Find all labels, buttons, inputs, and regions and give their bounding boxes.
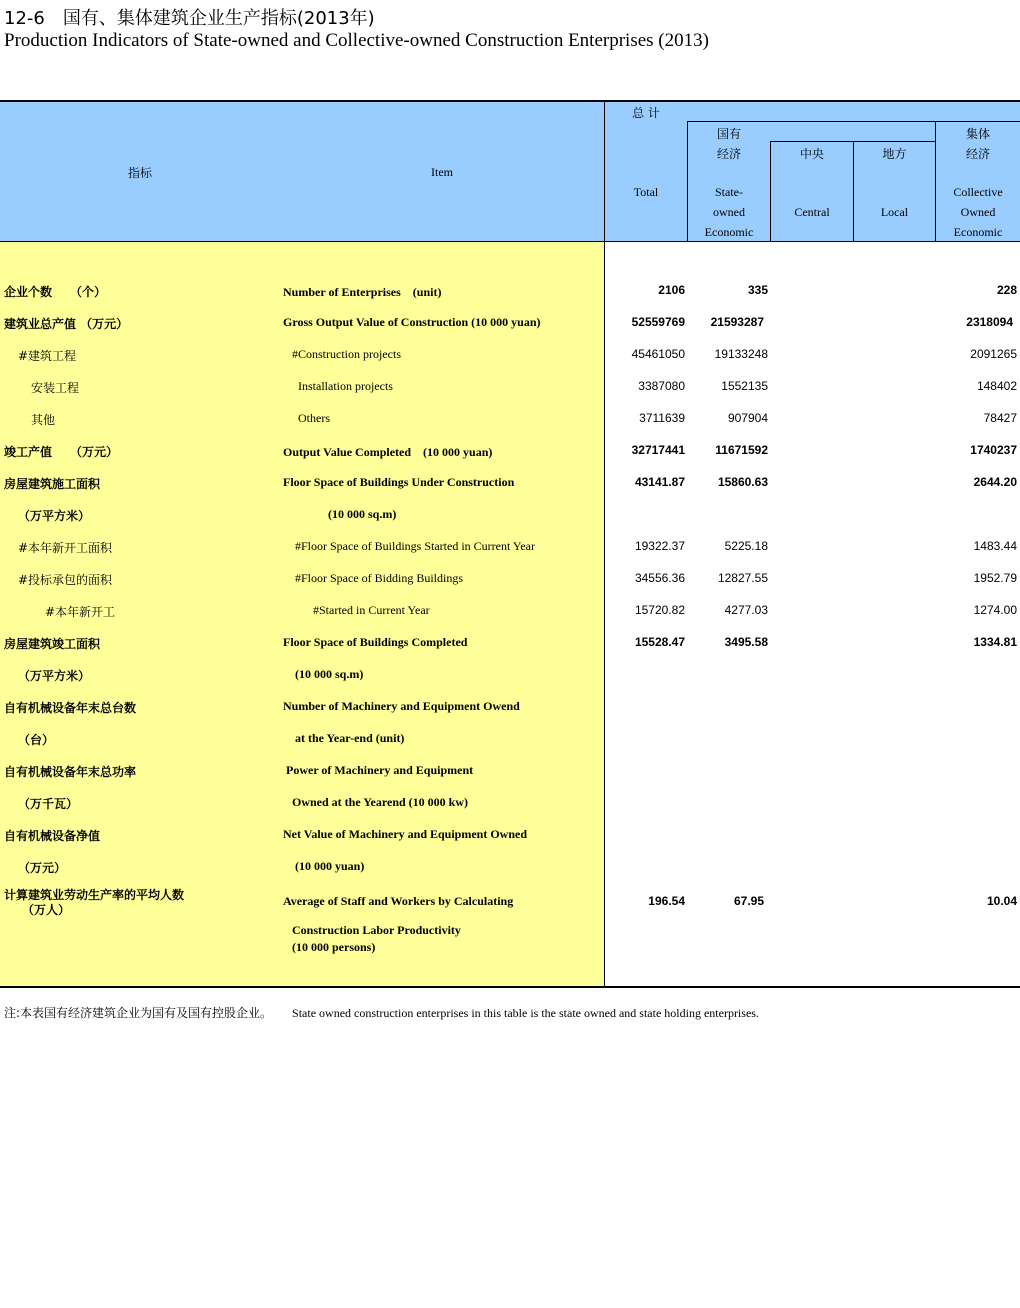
row-label-cn: #本年新开工 — [45, 605, 116, 619]
header-central-cn: 中央 — [799, 147, 824, 161]
row-label-en: Gross Output Value of Construction (10 000 yuan) — [283, 315, 541, 329]
row-label-en: (10 000 sq.m) — [295, 667, 364, 681]
cell-collective: 1740237 — [970, 443, 1017, 457]
row-label-cn: 建筑业总产值 （万元） — [4, 317, 129, 331]
table-row — [0, 315, 1020, 347]
cell-collective: 2318094 — [966, 315, 1013, 329]
row-label-en: #Floor Space of Bidding Buildings — [295, 571, 463, 585]
header-collective-cn-1: 集体 — [965, 127, 990, 141]
cell-collective: 2644.20 — [973, 475, 1017, 489]
cell-state: 15860.63 — [717, 475, 768, 489]
row-label-cn: （万平方米） — [18, 509, 91, 523]
row-label-en: Installation projects — [298, 379, 393, 393]
header-line-total — [687, 121, 1020, 122]
table-row — [0, 827, 1020, 859]
cell-total: 15720.82 — [634, 603, 685, 617]
row-label-en: Owned at the Yearend (10 000 kw) — [292, 795, 468, 809]
table-row — [0, 539, 1020, 571]
cell-total: 19322.37 — [634, 539, 685, 553]
row-label-cn-unit: （万人） — [22, 903, 71, 917]
table-row — [0, 699, 1020, 731]
table-row — [0, 731, 1020, 763]
cell-collective: 10.04 — [986, 894, 1017, 908]
table-row — [0, 795, 1020, 827]
cell-total: 43141.87 — [634, 475, 685, 489]
cell-state: 67.95 — [733, 894, 764, 908]
row-label-en-line2: Construction Labor Productivity — [292, 923, 461, 937]
row-label-cn: 计算建筑业劳动生产率的平均人数 — [4, 888, 185, 902]
header-state-en-3: Economic — [704, 225, 754, 239]
row-label-cn: #本年新开工面积 — [18, 541, 113, 555]
row-label-cn: 房屋建筑施工面积 — [4, 477, 101, 491]
cell-total: 34556.36 — [634, 571, 685, 585]
header-state-cn-1: 国有 — [716, 127, 741, 141]
header-state-cn-2: 经济 — [716, 147, 741, 161]
row-label-en: #Construction projects — [292, 347, 401, 361]
table-row — [0, 886, 1020, 966]
row-label-en-line3: (10 000 persons) — [292, 940, 376, 954]
table-row — [0, 571, 1020, 603]
row-label-cn: 其他 — [31, 413, 56, 427]
cell-state: 11671592 — [715, 443, 768, 457]
row-label-cn: #投标承包的面积 — [18, 573, 113, 587]
row-label-en: Average of Staff and Workers by Calculating — [283, 894, 514, 908]
header-collective-cn-2: 经济 — [965, 147, 990, 161]
cell-total: 32717441 — [631, 443, 685, 457]
table-row — [0, 763, 1020, 795]
cell-total: 3387080 — [638, 379, 685, 393]
cell-collective: 2091265 — [970, 347, 1017, 361]
table-row — [0, 379, 1020, 411]
table-title-en: Production Indicators of State-owned and Collective-owned Construction Enterprises (2013) — [4, 30, 709, 51]
row-label-cn: （台） — [18, 733, 55, 747]
header-central-en: Central — [794, 205, 830, 219]
header-collective-en-1: Collective — [953, 185, 1003, 199]
table-row — [0, 667, 1020, 699]
cell-total: 3711639 — [639, 411, 685, 425]
cell-state: 335 — [747, 283, 768, 297]
row-label-en: Floor Space of Buildings Under Construction — [283, 475, 515, 489]
row-label-en: #Floor Space of Buildings Started in Current Year — [295, 539, 535, 553]
row-label-en: Power of Machinery and Equipment — [286, 763, 474, 777]
header-total-en: Total — [633, 185, 659, 199]
row-label-en: Output Value Completed (10 000 yuan) — [283, 445, 493, 459]
cell-state: 12827.55 — [717, 571, 768, 585]
cell-collective: 148402 — [976, 379, 1017, 393]
header-total-cn: 总 计 — [632, 106, 660, 120]
row-label-cn: 竣工产值 （万元） — [4, 445, 119, 459]
row-label-en: at the Year-end (unit) — [295, 731, 405, 745]
cell-state: 907904 — [727, 411, 768, 425]
cell-total: 196.54 — [648, 894, 685, 908]
row-label-en: Number of Enterprises (unit) — [283, 285, 442, 299]
cell-state: 3495.58 — [724, 635, 768, 649]
row-label-cn: #建筑工程 — [18, 349, 77, 363]
cell-collective: 228 — [996, 283, 1017, 297]
row-label-en: Floor Space of Buildings Completed — [283, 635, 468, 649]
table-row — [0, 635, 1020, 667]
table-row — [0, 507, 1020, 539]
row-label-cn: 安装工程 — [31, 381, 80, 395]
row-label-cn: 自有机械设备年末总功率 — [4, 765, 137, 779]
header-collective-en-2: Owned — [960, 205, 996, 219]
cell-collective: 1952.79 — [973, 571, 1017, 585]
row-label-cn: （万千瓦） — [18, 797, 79, 811]
cell-collective: 78427 — [983, 411, 1017, 425]
cell-collective: 1274.00 — [973, 603, 1017, 617]
row-label-en: Net Value of Machinery and Equipment Owned — [283, 827, 528, 841]
row-label-en: (10 000 sq.m) — [328, 507, 397, 521]
cell-total: 52559769 — [631, 315, 685, 329]
table-row — [0, 347, 1020, 379]
table-row — [0, 475, 1020, 507]
table-row — [0, 443, 1020, 475]
cell-state: 1552135 — [721, 379, 768, 393]
cell-collective: 1334.81 — [973, 635, 1017, 649]
header-state-en-1: State- — [715, 185, 743, 199]
row-label-en: Others — [298, 411, 330, 425]
footnote — [4, 1004, 759, 1021]
cell-state: 5225.18 — [724, 539, 768, 553]
row-label-cn: 企业个数 （个） — [4, 285, 107, 299]
cell-state: 4277.03 — [724, 603, 768, 617]
table-title-cn: 12-6 国有、集体建筑企业生产指标(2013年) — [4, 8, 375, 29]
header-state-en-2: owned — [713, 205, 745, 219]
table-row — [0, 411, 1020, 443]
footnote-cn: 注:本表国有经济建筑企业为国有及国有控股企业。 — [4, 1006, 273, 1020]
cell-total: 45461050 — [631, 347, 685, 361]
row-label-cn: 自有机械设备年末总台数 — [4, 701, 137, 715]
cell-total: 2106 — [658, 283, 685, 297]
table-row — [0, 603, 1020, 635]
header-collective-en-3: Economic — [953, 225, 1003, 239]
table-bottom-border — [0, 986, 1020, 988]
cell-state: 19133248 — [714, 347, 768, 361]
header-item-en: Item — [431, 165, 453, 179]
row-label-en: Number of Machinery and Equipment Owend — [283, 699, 520, 713]
footnote-en: State owned construction enterprises in this table is the state owned and state holding enterprises. — [292, 1006, 759, 1020]
header-indicator-cn: 指标 — [127, 166, 152, 180]
row-label-cn: （万元） — [18, 861, 67, 875]
row-label-en: (10 000 yuan) — [295, 859, 365, 873]
row-label-cn: 自有机械设备净值 — [4, 829, 101, 843]
header-local-en: Local — [880, 205, 909, 219]
cell-collective: 1483.44 — [973, 539, 1017, 553]
row-label-en: #Started in Current Year — [313, 603, 430, 617]
table-row — [0, 283, 1020, 315]
header-local-cn: 地方 — [882, 147, 907, 161]
row-label-cn: 房屋建筑竣工面积 — [4, 637, 101, 651]
row-label-cn: （万平方米） — [18, 669, 91, 683]
cell-state: 21593287 — [710, 315, 764, 329]
cell-total: 15528.47 — [634, 635, 685, 649]
